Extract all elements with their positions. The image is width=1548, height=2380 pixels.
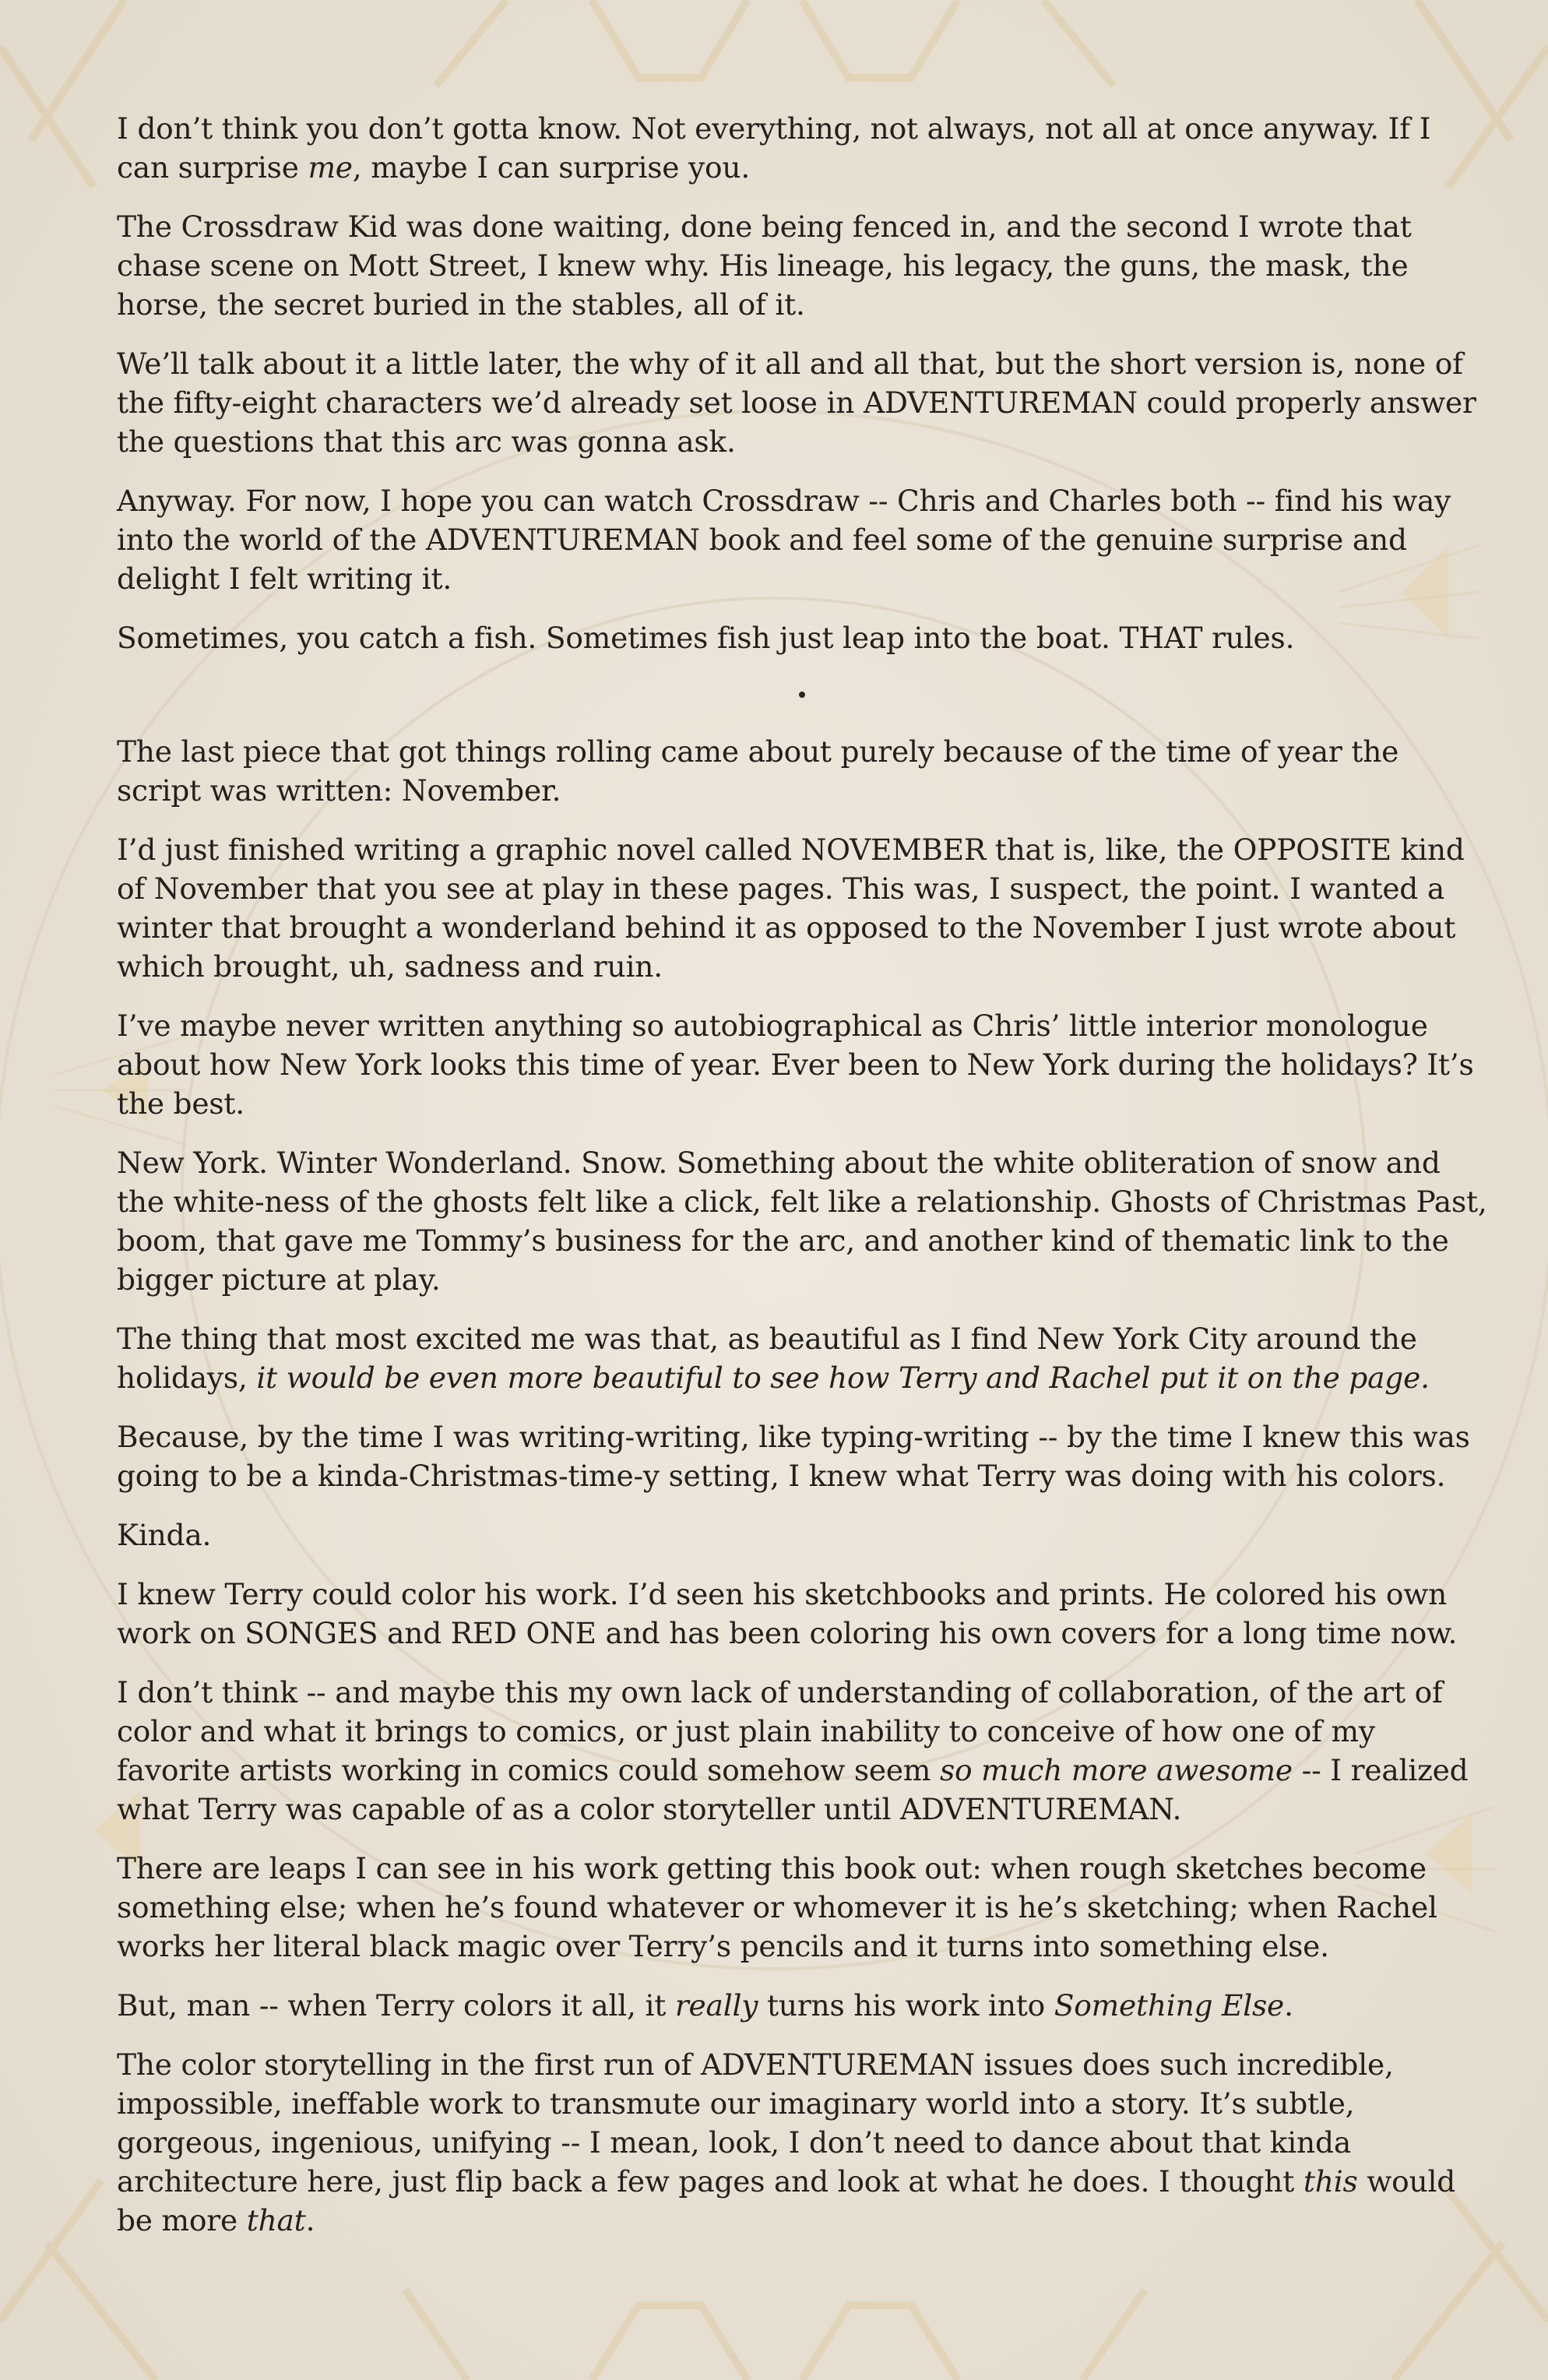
essay-text — [117, 109, 1487, 2260]
paragraph: There are leaps I can see in his work getting this book out: when rough sketches become something else; when he’s found whatever or whomever it is he’s sketching; when Rachel works her literal black magic over Terry’s pencils and it turns into something else. — [117, 1851, 1437, 1963]
paragraph — [117, 2045, 1487, 2240]
section-divider — [117, 678, 1487, 732]
paragraph: Kinda. — [117, 1518, 212, 1552]
paragraph — [117, 1673, 1487, 1829]
emphasis: it would be even more beautiful to see how Terry and Rachel put it on the page. — [256, 1361, 1430, 1395]
paragraph-text: turns his work into — [758, 1988, 1054, 2023]
paragraph: Sometimes, you catch a fish. Sometimes fish just leap into the boat. THAT rules. — [117, 621, 1295, 655]
paragraph: Anyway. For now, I hope you can watch Crossdraw -- Chris and Charles both -- find his way into the world of the ADVENTUREMAN book and feel some of the genuine surprise and delight I felt writing it. — [117, 484, 1451, 596]
emphasis: this — [1303, 2164, 1358, 2199]
paragraph-text: . — [305, 2203, 315, 2237]
paragraph: We’ll talk about it a little later, the why of it all and all that, but the short version is, none of the fifty-eight characters we’d already set loose in ADVENTUREMAN could properly answer the questions that this arc was gonna ask. — [117, 347, 1476, 459]
paragraph-text: , maybe I can surprise you. — [352, 150, 751, 185]
emphasis: that — [246, 2203, 306, 2237]
paragraph-text: -- I realized what Terry was capable of as a color storyteller until ADVENTUREMAN. — [117, 1753, 1469, 1826]
emphasis: Something Else — [1054, 1988, 1285, 2023]
paragraph-text: The thing that most excited me was that, as beautiful as I find New York City around the holidays, — [117, 1322, 1417, 1395]
paragraph: The last piece that got things rolling came about purely because of the time of year the script was written: November. — [117, 734, 1399, 808]
paragraph-text: I don’t think you don’t gotta know. Not everything, not always, not all at once anyway. If I can surprise — [117, 111, 1431, 185]
paragraph: The Crossdraw Kid was done waiting, done being fenced in, and the second I wrote that chase scene on Mott Street, I knew why. His lineage, his legacy, the guns, the mask, the horse, the secret buried in the stables, all of it. — [117, 209, 1412, 322]
paragraph — [117, 109, 1487, 187]
paragraph: I’ve maybe never written anything so autobiographical as Chris’ little interior monologue about how New York looks this time of year. Ever been to New York during the holidays? It’s the best. — [117, 1009, 1474, 1121]
paragraph: New York. Winter Wonderland. Snow. Something about the white obliteration of snow and the white-ness of the ghosts felt like a click, felt like a relationship. Ghosts of Christmas Past, boom, that gave me Tommy’s business for the arc, and another kind of thematic link to the bigger picture at play. — [117, 1146, 1487, 1297]
paragraph: I knew Terry could color his work. I’d seen his sketchbooks and prints. He colored his own work on SONGES and RED ONE and has been coloring his own covers for a long time now. — [117, 1577, 1458, 1650]
paragraph: I’d just finished writing a graphic novel called NOVEMBER that is, like, the OPPOSITE kind of November that you see at play in these pages. This was, I suspect, the point. I wanted a winter that brought a wonderland behind it as opposed to the November I just wrote about which brought, uh, sadness and ruin. — [117, 833, 1465, 984]
emphasis: so much more awesome — [939, 1753, 1293, 1787]
paragraph-text: I don’t think -- and maybe this my own lack of understanding of collaboration, of the art of color and what it brings to comics, or just plain inability to conceive of how one of my favorite artists working in comics could somehow seem — [117, 1675, 1443, 1787]
paragraph — [117, 1986, 1487, 2025]
divider-dot — [799, 692, 805, 698]
paragraph-text: . — [1284, 1988, 1293, 2023]
emphasis: really — [674, 1988, 758, 2023]
paragraph-text: would be more — [117, 2164, 1456, 2237]
paragraph-text: The color storytelling in the first run of ADVENTUREMAN issues does such incredible, impossible, ineffable work to transmute our imaginary world into a story. It’s subtle, gorgeous, ingenious, unifying -- I mean, look, I don’t need to dance about that kinda architecture here, just flip back a few pages and look at what he does. I thought — [117, 2047, 1394, 2199]
paragraph — [117, 1319, 1487, 1397]
paragraph-text: But, man -- when Terry colors it all, it — [117, 1988, 675, 2023]
emphasis: me — [308, 150, 353, 185]
paragraph: Because, by the time I was writing-writing, like typing-writing -- by the time I knew this was going to be a kinda-Christmas-time-y setting, I knew what Terry was doing with his colors. — [117, 1420, 1470, 1493]
